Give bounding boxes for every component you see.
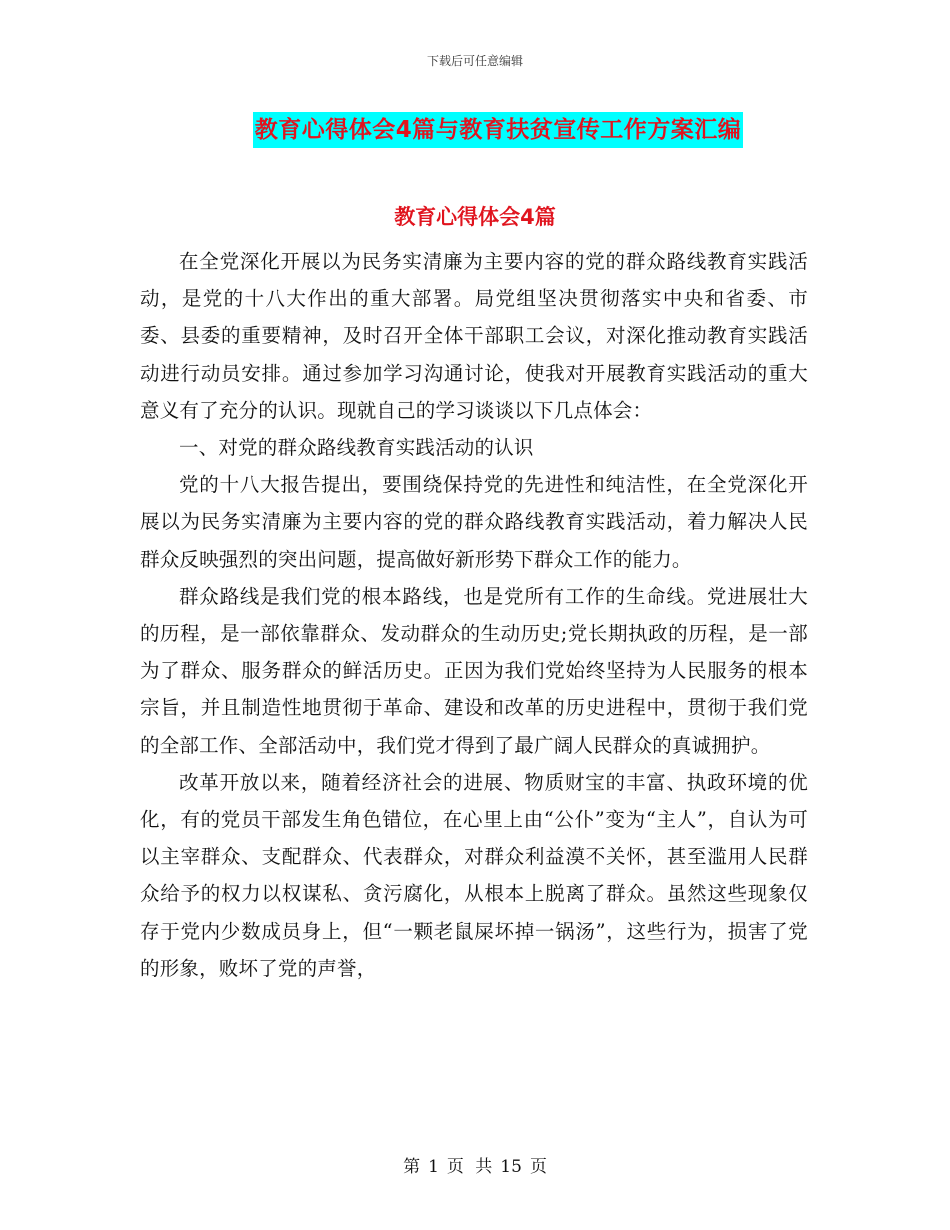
paragraph: 改革开放以来，随着经济社会的进展、物质财宝的丰富、执政环境的优化，有的党员干部发生角色错位，在心里上由“公仆”变为“主人”，自认为可以主宰群众、支配群众、代表群众，对群众利益漠不关怀，甚至滥用人民群众给予的权力以权谋私、贪污腐化，从根本上脱离了群众。虽然这些现象仅存于党内少数成员身上，但“一颗老鼠屎坏掉一锅汤”，这些行为，损害了党的形象，败坏了党的声誉， bbox=[140, 770, 808, 980]
footer-total-pages: 15 bbox=[500, 1157, 522, 1177]
section-title: 教育心得体会4篇 bbox=[394, 205, 556, 229]
paragraph: 党的十八大报告提出，要围绕保持党的先进性和纯洁性，在全党深化开展以为民务实清廉为主要内容的党的群众路线教育实践活动，着力解决人民群众反映强烈的突出问题，提高做好新形势下群众工作的能力。 bbox=[140, 473, 808, 571]
paragraph: 一、对党的群众路线教育实践活动的认识 bbox=[179, 436, 534, 460]
footer-prefix: 第 bbox=[403, 1157, 421, 1177]
header-note: 下载后可任意编辑 bbox=[426, 54, 523, 68]
main-title-wrap bbox=[0, 112, 950, 148]
footer-page-number: 1 bbox=[428, 1157, 439, 1177]
paragraph: 群众路线是我们党的根本路线，也是党所有工作的生命线。党进展壮大的历程，是一部依靠群众、发动群众的生动历史;党长期执政的历程，是一部为了群众、服务群众的鲜活历史。正因为我们党始终坚持为人民服务的根本宗旨，并且制造性地贯彻于革命、建设和改革的历史进程中，贯彻于我们党的全部工作、全部活动中，我们党才得到了最广阔人民群众的真诚拥护。 bbox=[140, 584, 808, 757]
document-body bbox=[140, 243, 808, 987]
footer-mid: 页 共 bbox=[446, 1157, 493, 1177]
paragraph: 在全党深化开展以为民务实清廉为主要内容的党的群众路线教育实践活动，是党的十八大作出的重大部署。局党组坚决贯彻落实中央和省委、市委、县委的重要精神，及时召开全体干部职工会议，对深化推动教育实践活动进行动员安排。通过参加学习沟通讨论，使我对开展教育实践活动的重大意义有了充分的认识。现就自己的学习谈谈以下几点体会： bbox=[140, 250, 808, 422]
footer-suffix: 页 bbox=[529, 1157, 547, 1177]
page-footer bbox=[0, 1152, 950, 1177]
main-title: 教育心得体会4篇与教育扶贫宣传工作方案汇编 bbox=[253, 112, 744, 148]
